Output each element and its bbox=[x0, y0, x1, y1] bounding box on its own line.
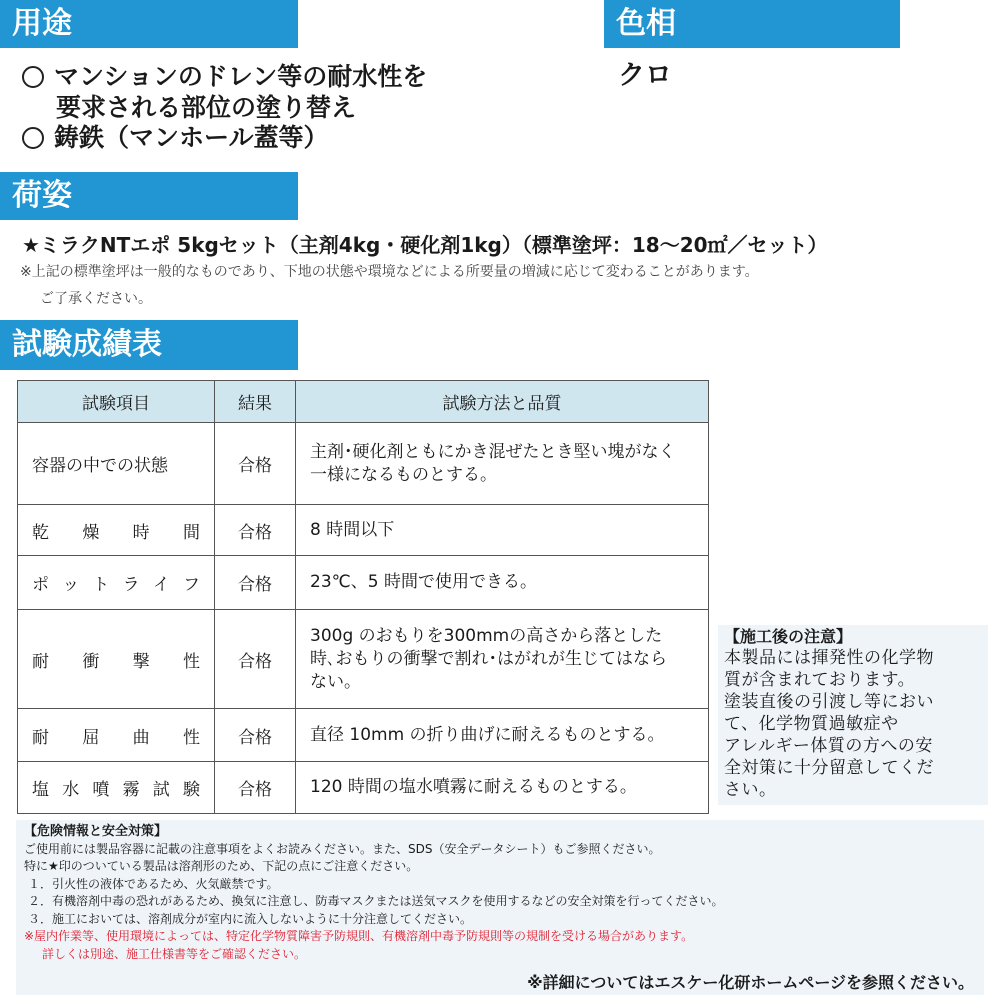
row-method: 主剤･硬化剤ともにかき混ぜたとき堅い塊がなく 一様になるものとする。 bbox=[296, 423, 709, 505]
row-item: 耐 衝 撃 性 bbox=[18, 610, 215, 709]
row-method: 120 時間の塩水噴霧に耐えるものとする。 bbox=[296, 762, 709, 814]
row-result: 合格 bbox=[215, 762, 296, 814]
table-row bbox=[18, 423, 709, 505]
table-header-row bbox=[18, 381, 709, 423]
table-row bbox=[18, 709, 709, 762]
safety-line: ご使用前には製品容器に記載の注意事項をよくお読みください。また、SDS（安全データシート）もご参照ください。 bbox=[24, 841, 661, 856]
row-result: 合格 bbox=[215, 709, 296, 762]
package-note-1: ※上記の標準塗坪は一般的なものであり、下地の状態や環境などによる所要量の増減に応じて変わることがあります。 bbox=[20, 264, 759, 280]
circle-bullet-icon bbox=[22, 66, 44, 88]
row-result: 合格 bbox=[215, 505, 296, 556]
row-method: 23℃、5 時間で使用できる。 bbox=[296, 556, 709, 610]
safety-title: 【危険情報と安全対策】 bbox=[24, 824, 168, 839]
package-header: 荷姿 bbox=[0, 172, 298, 220]
usage-item-1: マンションのドレン等の耐水性を bbox=[22, 61, 427, 92]
row-item: 容器の中での状態 bbox=[18, 423, 215, 505]
safety-box bbox=[16, 820, 984, 995]
row-method: 8 時間以下 bbox=[296, 505, 709, 556]
usage-item-1-cont: 要求される部位の塗り替え bbox=[56, 93, 357, 122]
after-note-title: 【施工後の注意】 bbox=[724, 627, 853, 646]
test-table bbox=[17, 380, 709, 814]
safety-warning-line: 詳しくは別途、施工仕様書等をご確認ください。 bbox=[42, 946, 307, 961]
color-header: 色相 bbox=[604, 0, 900, 48]
table-row bbox=[18, 610, 709, 709]
row-item: 耐 屈 曲 性 bbox=[18, 709, 215, 762]
package-note-2: ご了承ください。 bbox=[40, 291, 152, 307]
package-line: ★ミラクNTエポ 5kgセット（主剤4kg・硬化剤1kg）（標準塗坪：18〜20㎡／セット） bbox=[22, 233, 828, 257]
safety-warning-line: ※屋内作業等、使用環境によっては、特定化学物質障害予防規則、有機溶剤中毒予防規則等の規制を受ける場合があります。 bbox=[24, 929, 694, 943]
safety-line: １．引火性の液体であるため、火気厳禁です。 bbox=[28, 876, 279, 891]
col-header-method: 試験方法と品質 bbox=[296, 381, 709, 423]
test-header: 試験成績表 bbox=[0, 320, 298, 370]
table-row bbox=[18, 505, 709, 556]
safety-line: ３．施工においては、溶剤成分が室内に流入しないように十分注意してください。 bbox=[28, 911, 473, 926]
row-item: 塩 水 噴 霧 試 験 bbox=[18, 762, 215, 814]
safety-line: ２．有機溶剤中毒の恐れがあるため、換気に注意し、防毒マスクまたは送気マスクを使用するなどの安全対策を行ってください。 bbox=[28, 894, 724, 908]
safety-footer: ※詳細についてはエスケー化研ホームページを参照ください。 bbox=[527, 972, 974, 992]
color-value: クロ bbox=[618, 60, 672, 91]
row-result: 合格 bbox=[215, 423, 296, 505]
row-result: 合格 bbox=[215, 556, 296, 610]
safety-line: 特に★印のついている製品は溶剤形のため、下記の点にご注意ください。 bbox=[24, 859, 419, 873]
table-row bbox=[18, 556, 709, 610]
col-header-result: 結果 bbox=[215, 381, 296, 423]
table-row bbox=[18, 762, 709, 814]
usage-header: 用途 bbox=[0, 0, 298, 48]
row-result: 合格 bbox=[215, 610, 296, 709]
after-note-box bbox=[718, 625, 988, 805]
test-table-wrap bbox=[17, 380, 709, 814]
row-item: 乾 燥 時 間 bbox=[18, 505, 215, 556]
usage-item-2: 鋳鉄（マンホール蓋等） bbox=[22, 122, 329, 153]
circle-bullet-icon bbox=[22, 127, 44, 149]
after-note-body: 本製品には揮発性の化学物 質が含まれております。 塗装直後の引渡し等におい て、化学物質過敏症や アレルギー体質の方への安 全対策に十分留意してくだ さい。 bbox=[724, 648, 934, 800]
row-method: 直径 10mm の折り曲げに耐えるものとする。 bbox=[296, 709, 709, 762]
row-item: ポ ッ ト ラ イ フ bbox=[18, 556, 215, 610]
col-header-item: 試験項目 bbox=[18, 381, 215, 423]
row-method: 300g のおもりを300mmの高さから落とした 時､おもりの衝撃で割れ･はがれが生じてはなら ない｡ bbox=[296, 610, 709, 709]
